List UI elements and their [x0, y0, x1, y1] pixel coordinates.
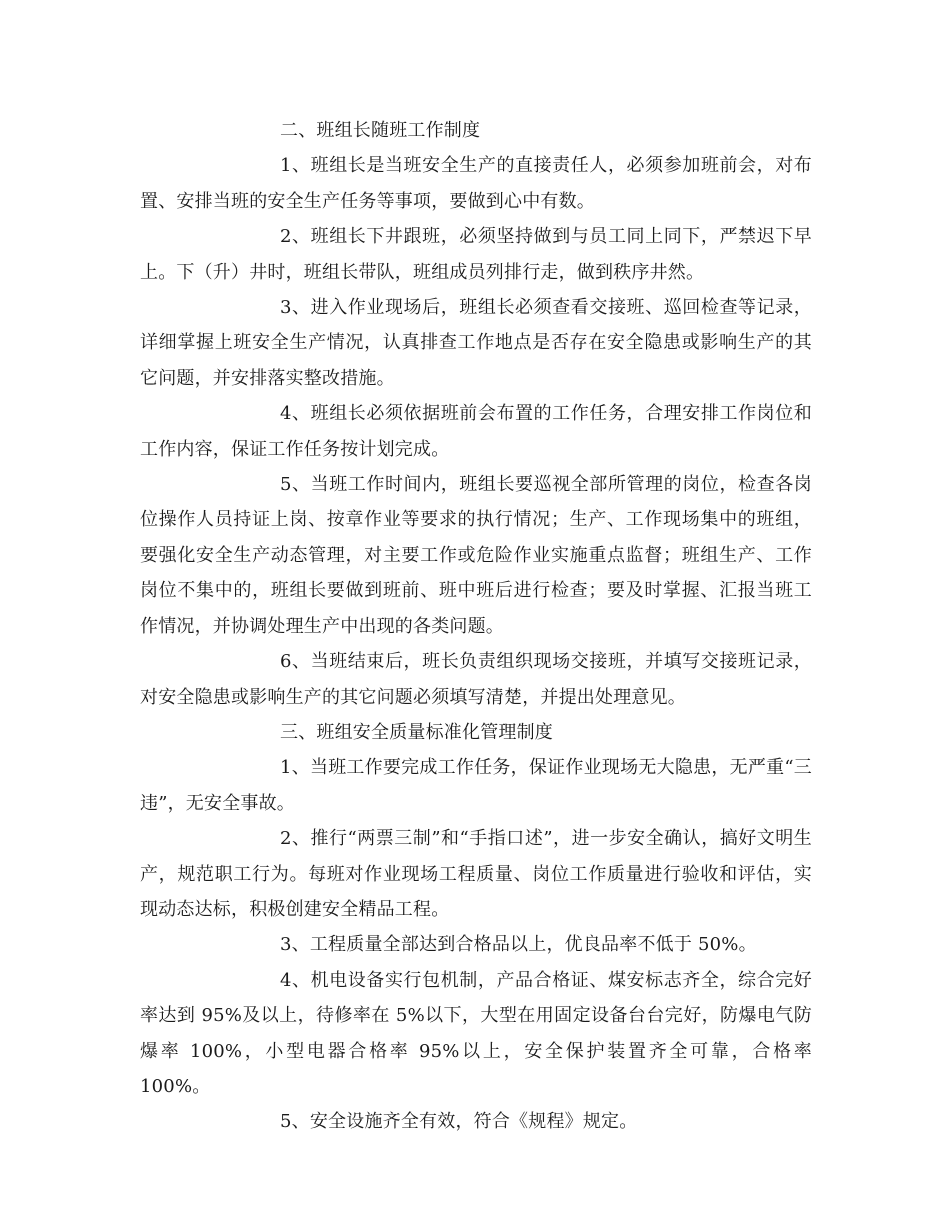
- section-heading-2: 二、班组长随班工作制度: [280, 120, 481, 141]
- paragraph: 2、推行“两票三制”和“手指口述”，进一步安全确认，搞好文明生产，规范职工行为。每班对作业现场工程质量、岗位工作质量进行验收和评估，实现动态达标，积极创建安全精品工程。: [140, 828, 812, 920]
- document-body: [140, 113, 812, 1140]
- paragraph: 1、当班工作要完成工作任务，保证作业现场无大隐患，无严重“三违”，无安全事故。: [140, 757, 812, 814]
- paragraph: 3、工程质量全部达到合格品以上，优良品率不低于 50%。: [280, 934, 757, 956]
- paragraph: 5、当班工作时间内，班组长要巡视全部所管理的岗位，检查各岗位操作人员持证上岗、按章作业等要求的执行情况；生产、工作现场集中的班组，要强化安全生产动态管理，对主要工作或危险作业实施重点监督；班组生产、工作岗位不集中的，班组长要做到班前、班中班后进行检查；要及时掌握、汇报当班工作情况，并协调处理生产中出现的各类问题。: [140, 474, 812, 637]
- paragraph: 5、安全设施齐全有效，符合《规程》规定。: [280, 1111, 638, 1133]
- paragraph: 2、班组长下井跟班，必须坚持做到与员工同上同下，严禁迟下早上。下（升）井时，班组长带队，班组成员列排行走，做到秩序井然。: [140, 226, 812, 283]
- paragraph: 4、机电设备实行包机制，产品合格证、煤安标志齐全，综合完好率达到 95%及以上，待修率在 5%以下，大型在用固定设备台台完好，防爆电气防爆率 100%，小型电器合格率 95%以上，安全保护装置齐全可靠，合格率 100%。: [140, 969, 812, 1097]
- paragraph: 4、班组长必须依据班前会布置的工作任务，合理安排工作岗位和工作内容，保证工作任务按计划完成。: [140, 403, 812, 460]
- section-heading-3: 三、班组安全质量标准化管理制度: [280, 721, 553, 743]
- paragraph: 1、班组长是当班安全生产的直接责任人，必须参加班前会，对布置、安排当班的安全生产任务等事项，要做到心中有数。: [140, 155, 812, 212]
- paragraph: 6、当班结束后，班长负责组织现场交接班，并填写交接班记录，对安全隐患或影响生产的其它问题必须填写清楚，并提出处理意见。: [140, 651, 812, 708]
- paragraph: 3、进入作业现场后，班组长必须查看交接班、巡回检查等记录，详细掌握上班安全生产情况，认真排查工作地点是否存在安全隐患或影响生产的其它问题，并安排落实整改措施。: [140, 297, 812, 389]
